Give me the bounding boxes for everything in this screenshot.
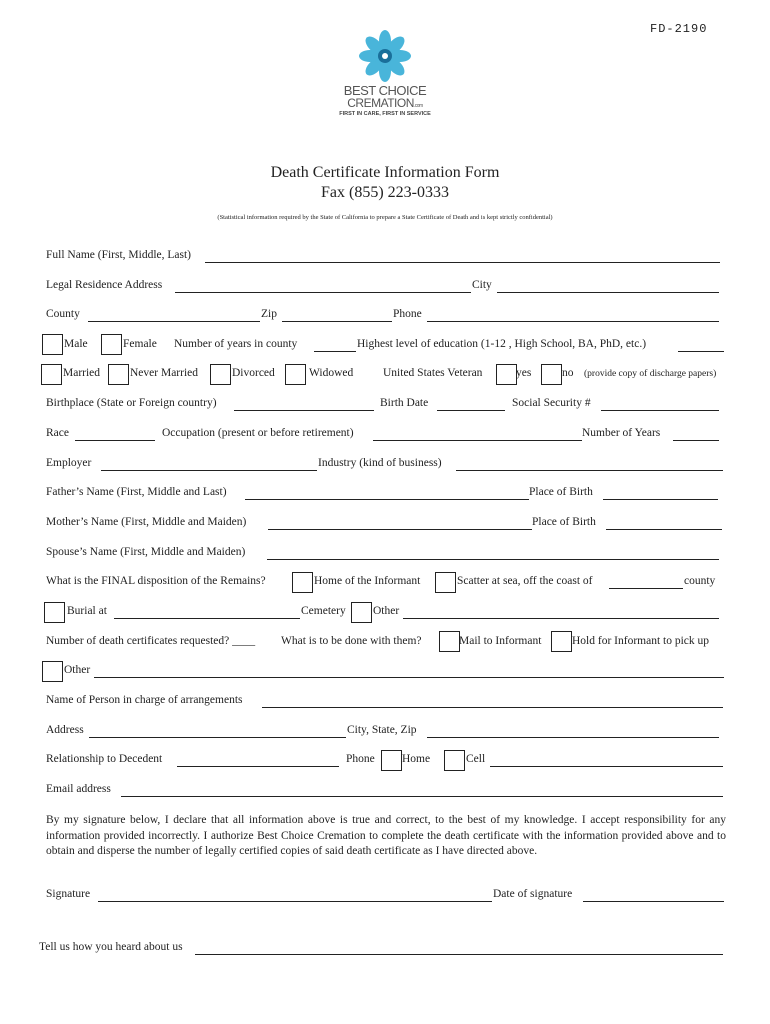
employer-label: Employer <box>46 457 92 469</box>
spouse-field[interactable] <box>267 559 719 560</box>
birthplace-field[interactable] <box>234 410 374 411</box>
education-label: Highest level of education (1-12 , High School, BA, PhD, etc.) <box>357 338 647 350</box>
birth-date-label: Birth Date <box>380 397 429 409</box>
divorced-checkbox[interactable] <box>210 364 231 385</box>
fax-number: Fax (855) 223-0333 <box>321 184 449 201</box>
declaration-text: By my signature below, I declare that all information above is true and correct, to the best of my knowledge. I accept responsibility for any information provided incorrectly. I authorize Best Choice Cremation to complete the death certificate with the information provided above and to obtain and disperse the number of legally certified copies of said death certificate as I have directed above. <box>46 814 726 857</box>
industry-label: Industry (kind of business) <box>318 457 442 469</box>
male-label: Male <box>64 338 88 350</box>
home-informant-label: Home of the Informant <box>314 575 421 587</box>
disposition-label: What is the FINAL disposition of the Remains? <box>46 575 266 587</box>
mother-label: Mother’s Name (First, Middle and Maiden) <box>46 516 247 528</box>
cell-phone-checkbox[interactable] <box>444 750 465 771</box>
date-signature-field[interactable] <box>583 901 724 902</box>
married-label: Married <box>63 367 101 379</box>
widowed-label: Widowed <box>309 367 354 379</box>
full-name-field[interactable] <box>205 262 720 263</box>
city-state-zip-label: City, State, Zip <box>347 724 417 736</box>
father-field[interactable] <box>245 499 529 500</box>
father-birthplace-field[interactable] <box>603 499 718 500</box>
hold-informant-label: Hold for Informant to pick up <box>572 635 710 647</box>
male-checkbox[interactable] <box>42 334 63 355</box>
employer-field[interactable] <box>101 470 317 471</box>
ssn-field[interactable] <box>601 410 719 411</box>
mother-field[interactable] <box>268 529 532 530</box>
burial-label: Burial at <box>67 605 107 617</box>
race-label: Race <box>46 427 69 439</box>
divorced-label: Divorced <box>232 367 275 379</box>
logo-line2 <box>315 96 455 110</box>
certs-other-label: Other <box>64 664 91 676</box>
num-certs-label: Number of death certificates requested? ____ <box>46 635 256 647</box>
veteran-no-label: no <box>562 367 574 379</box>
heard-about-label: Tell us how you heard about us <box>39 941 183 953</box>
birthplace-label: Birthplace (State or Foreign country) <box>46 397 217 409</box>
num-years-label: Number of Years <box>582 427 661 439</box>
race-field[interactable] <box>75 440 155 441</box>
phone-field[interactable] <box>427 321 719 322</box>
full-name-label: Full Name (First, Middle, Last) <box>46 249 192 261</box>
address-field[interactable] <box>89 737 346 738</box>
mail-informant-label: Mail to Informant <box>459 635 542 647</box>
mother-birthplace-field[interactable] <box>606 529 722 530</box>
home-phone-label: Home <box>402 753 431 765</box>
logo-suffix: .com <box>413 103 423 109</box>
county-label: County <box>46 308 80 320</box>
veteran-yes-checkbox[interactable] <box>496 364 517 385</box>
what-done-label: What is to be done with them? <box>281 635 422 647</box>
num-years-field[interactable] <box>673 440 719 441</box>
father-birthplace-label: Place of Birth <box>529 486 593 498</box>
legal-address-label: Legal Residence Address <box>46 279 163 291</box>
spouse-label: Spouse’s Name (First, Middle and Maiden) <box>46 546 246 558</box>
birth-date-field[interactable] <box>437 410 505 411</box>
certs-other-checkbox[interactable] <box>42 661 63 682</box>
home-informant-checkbox[interactable] <box>292 572 313 593</box>
burial-checkbox[interactable] <box>44 602 65 623</box>
zip-label: Zip <box>261 308 277 320</box>
person-charge-field[interactable] <box>262 707 723 708</box>
date-signature-label: Date of signature <box>493 888 573 900</box>
logo-flower-icon <box>355 30 415 82</box>
signature-label: Signature <box>46 888 91 900</box>
certs-other-field[interactable] <box>94 677 724 678</box>
veteran-yes-label: yes <box>516 367 532 379</box>
signature-field[interactable] <box>98 901 492 902</box>
form-id: FD-2190 <box>650 22 708 36</box>
county-lc-label: county <box>684 575 716 587</box>
hold-informant-checkbox[interactable] <box>551 631 572 652</box>
email-field[interactable] <box>121 796 723 797</box>
person-charge-label: Name of Person in charge of arrangements <box>46 694 243 706</box>
logo-line1: BEST CHOICE <box>343 83 427 98</box>
email-label: Email address <box>46 783 111 795</box>
industry-field[interactable] <box>456 470 723 471</box>
logo-line2-main: CREMATION <box>347 96 414 110</box>
relationship-label: Relationship to Decedent <box>46 753 163 765</box>
scatter-county-field[interactable] <box>609 588 683 589</box>
heard-about-field[interactable] <box>195 954 723 955</box>
cell-phone-label: Cell <box>466 753 486 765</box>
years-county-label: Number of years in county <box>174 338 298 350</box>
home-phone-checkbox[interactable] <box>381 750 402 771</box>
married-checkbox[interactable] <box>41 364 62 385</box>
contact-phone-field[interactable] <box>490 766 723 767</box>
city-field[interactable] <box>497 292 719 293</box>
form-title: Death Certificate Information Form <box>270 164 500 181</box>
never-married-checkbox[interactable] <box>108 364 129 385</box>
never-married-label: Never Married <box>130 367 199 379</box>
disposition-other-label: Other <box>373 605 400 617</box>
veteran-label: United States Veteran <box>383 367 483 379</box>
legal-address-field[interactable] <box>175 292 471 293</box>
cemetery-label: Cemetery <box>301 605 346 617</box>
zip-field[interactable] <box>282 321 392 322</box>
occupation-field[interactable] <box>373 440 582 441</box>
female-label: Female <box>123 338 157 350</box>
mother-birthplace-label: Place of Birth <box>532 516 596 528</box>
address-label: Address <box>46 724 84 736</box>
burial-field[interactable] <box>114 618 300 619</box>
relationship-field[interactable] <box>177 766 339 767</box>
scatter-label: Scatter at sea, off the coast of <box>457 575 593 587</box>
widowed-checkbox[interactable] <box>285 364 306 385</box>
phone-label: Phone <box>393 308 422 320</box>
ssn-label: Social Security # <box>512 397 591 409</box>
education-field[interactable] <box>678 351 724 352</box>
county-field[interactable] <box>88 321 260 322</box>
years-county-field[interactable] <box>314 351 356 352</box>
confidential-note: (Statistical information required by the State of California to prepare a State Certificate of Death and is kept strictly confidential) <box>217 214 553 221</box>
logo-tagline: FIRST IN CARE, FIRST IN SERVICE <box>339 111 431 117</box>
city-state-zip-field[interactable] <box>427 737 719 738</box>
discharge-note: (provide copy of discharge papers) <box>584 369 717 379</box>
contact-phone-label: Phone <box>346 753 375 765</box>
disposition-other-checkbox[interactable] <box>351 602 372 623</box>
disposition-other-field[interactable] <box>403 618 719 619</box>
mail-informant-checkbox[interactable] <box>439 631 460 652</box>
father-label: Father’s Name (First, Middle and Last) <box>46 486 227 498</box>
occupation-label: Occupation (present or before retirement) <box>162 427 354 439</box>
female-checkbox[interactable] <box>101 334 122 355</box>
scatter-checkbox[interactable] <box>435 572 456 593</box>
veteran-no-checkbox[interactable] <box>541 364 562 385</box>
city-label: City <box>472 279 492 291</box>
